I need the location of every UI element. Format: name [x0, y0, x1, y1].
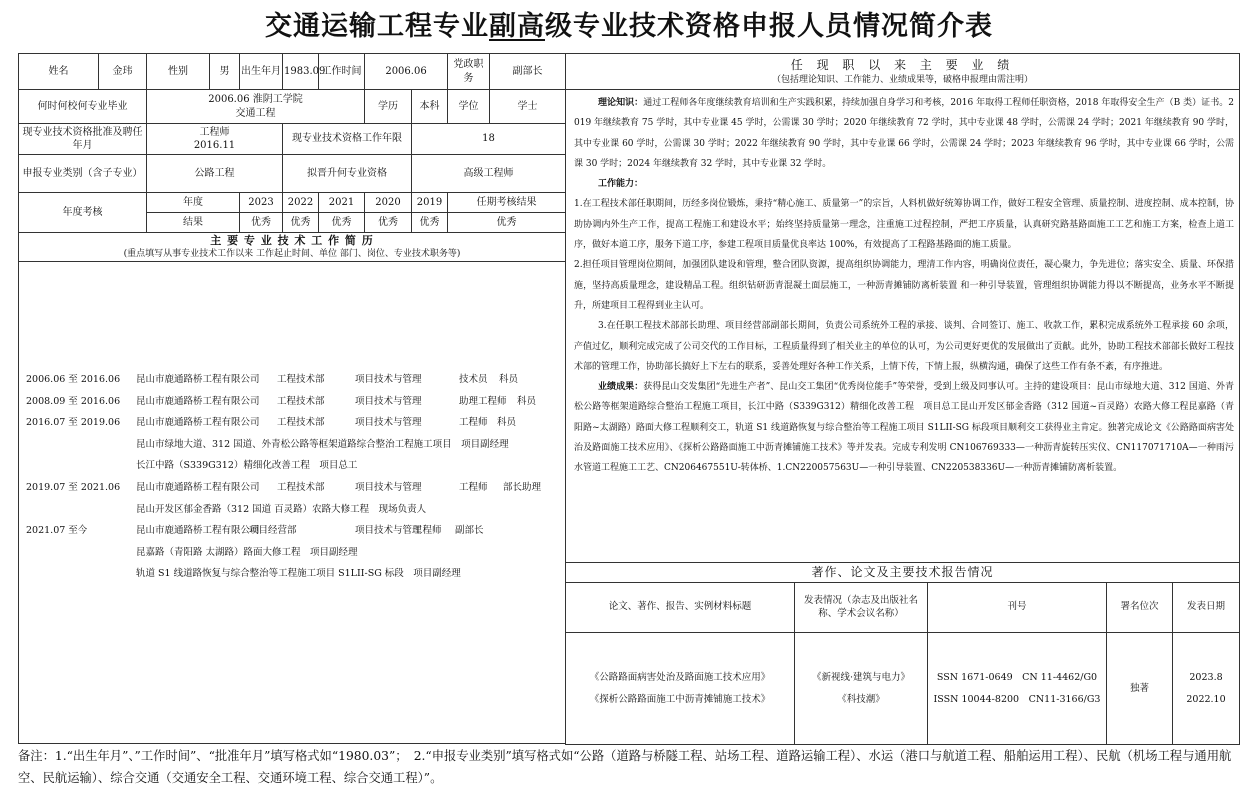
party-label: 党政职务 [448, 54, 490, 90]
tenure-label: 任期考核结果 [448, 193, 566, 213]
history-row [19, 456, 565, 478]
ability-heading [574, 174, 1234, 194]
history-header [19, 233, 566, 262]
history-row [19, 413, 565, 435]
history-role: 副部长 [455, 525, 484, 537]
apply-label: 申报专业类别（含子专业） [19, 155, 147, 193]
history-row [19, 370, 565, 392]
curq-value [147, 124, 283, 155]
theory-label: 理论知识： [598, 98, 644, 108]
assess-year: 2019 [412, 193, 448, 213]
assess-year: 2021 [319, 193, 365, 213]
pub-issn: ISSN 10044-8200 CN11-3166/G3 [933, 693, 1101, 705]
publications-title: 著作、论文及主要技术报告情况 [566, 563, 1240, 583]
history-body [19, 262, 566, 744]
summary-subtitle: （包括理论知识、工作能力、业绩成果等，破格申报理由需注明） [772, 74, 1034, 85]
col-title: 论文、著作、报告、实例材料标题 [566, 583, 795, 633]
history-row [19, 564, 565, 586]
history-job: 项目技术与管理 [355, 374, 422, 385]
pub-rank: 独著 [1107, 633, 1173, 745]
curq-date: 2016.11 [193, 140, 236, 151]
pub-date: 2022.10 [1186, 693, 1226, 705]
history-org: 昆山市鹿通路桥工程有限公司 [136, 417, 260, 429]
col-date: 发表日期 [1173, 583, 1240, 633]
birth-value: 1983.09 [283, 54, 319, 90]
history-job: 项目技术与管理 [355, 481, 422, 493]
pub-date: 2023.8 [1189, 671, 1223, 683]
col-venue: 发表情况（杂志及出版社名称、学术会议名称） [795, 583, 928, 633]
assess-result: 优秀 [240, 213, 283, 233]
theory-text: 通过工程师各年度继续教育培训和生产实践积累，持续加强自身学习和考核，2016 年取得工程师任职资格，2018 年取得安全生产（B 类）证书。2019 年继续教育 75 学时，其中专业课 45 学时，公需课 30 学时；2020 年继续教育 72 学时，其中专业课 48 学时，公需课 24 学时；2021 年继续教育 90 学时，其中专业课 60 学时，公需课 30 学时；2022 年继续教育 90 学时，其中专业课 66 学时，公需课 24 学时；2023 年继续教育 96 学时，其中专业课 66 学时，公需课 30 学时；2024 年继续教育 32 学时，其中专业课 32 学时。 [574, 98, 1235, 169]
basic-info-table [18, 53, 566, 744]
history-title-rank: 助理工程师 [459, 395, 507, 407]
history-dept: 工程技术部 [277, 395, 325, 407]
pub-title: 《探析公路路面施工中沥青摊铺施工技术》 [589, 693, 771, 705]
tenure-value: 优秀 [448, 213, 566, 233]
target-value: 高级工程师 [412, 155, 566, 193]
grad-school: 2006.06 淮阴工学院 [208, 94, 303, 105]
col-rank: 署名位次 [1107, 583, 1173, 633]
work-value: 2006.06 [365, 54, 448, 90]
history-role: 部长助理 [503, 481, 542, 493]
history-period: 2016.07 至 2019.06 [26, 417, 121, 429]
history-row [19, 521, 565, 543]
assess-result: 优秀 [319, 213, 365, 233]
assess-year: 2020 [365, 193, 412, 213]
history-row [19, 478, 565, 500]
curq-title: 工程师 [199, 126, 230, 138]
title-level: 副高 [489, 11, 545, 42]
history-title-rank: 工程师 [459, 417, 488, 429]
gender-value: 男 [210, 54, 240, 90]
history-project: 轨道 S1 线道路恢复与综合整治等工程施工项目 S1LII-SG 标段 项目副经理 [136, 568, 461, 580]
history-title: 主 要 专 业 技 术 工 作 简 历 [210, 233, 374, 247]
assess-result: 优秀 [283, 213, 319, 233]
assess-result-label: 结果 [147, 213, 240, 233]
history-row [19, 435, 565, 457]
history-role: 科员 [517, 395, 537, 407]
history-row [19, 543, 565, 565]
title-prefix: 交通运输工程专业 [265, 11, 489, 42]
party-value: 副部长 [490, 54, 566, 90]
edu-value: 本科 [412, 90, 448, 124]
page-title [0, 4, 1258, 43]
summary-body [566, 90, 1240, 563]
years-label: 现专业技术资格工作年限 [283, 124, 412, 155]
col-issn: 刊号 [928, 583, 1107, 633]
ability-item-1: 1.在工程技术部任职期间，历经多岗位锻炼，秉持“精心施工、质量第一”的宗旨，人料机做好统筹协调工作，做好工程安全管理、质量控制、进度控制、成本控制，协助协调内外生产工作，提高工程施工和建设水平；始终坚持质量第一理念，注重施工过程控制，严把工序质量，认真研究路基路面施工工艺和施工方案，检查上道工序，做好本道工序，服务下道工序，参建工程项目质量优良率达 100%，有效提高了工程路基路面的施工质量。 [574, 199, 1235, 251]
summary-table [565, 53, 1240, 745]
history-org: 昆山市鹿通路桥工程有限公司 [136, 525, 260, 537]
history-dept: 工程技术部 [277, 481, 325, 493]
target-label: 拟晋升何专业资格 [283, 155, 412, 193]
assess-year-label: 年度 [147, 193, 240, 213]
birth-label: 出生年月 [240, 54, 283, 90]
pub-dates [1173, 633, 1240, 745]
history-subtitle: (重点填写从事专业技术工作以来 工作起止时间、单位 部门、岗位、专业技术职务等) [123, 249, 461, 260]
degree-value: 学士 [490, 90, 566, 124]
history-period: 2008.09 至 2016.06 [26, 395, 121, 407]
name-label: 姓名 [19, 54, 99, 90]
results-text: 获得昆山交发集团“先进生产者”、昆山交工集团“优秀岗位能手”等荣誉，受到上级及同事认可。主持的建设项目：昆山市绿地大道、312 国道、外青松公路等框架道路综合整治工程施工项目，长江中路（S339G312）精细化改善工程 项目总工昆山开发区郁金香路（312 国道~百灵路）农路大修工程昆嘉路（青阳路~太湖路）路面大修工程顺利交工，轨道 S1 线道路恢复与综合整治等工程施工项目 S1LII-SG 标段项目顺利交工获得业主肯定。独著完成论文《公路路面病害处治及路面施工技术应用》、《探析公路路面施工中沥青摊铺施工技术》等并发表。完成专利发明 CN106769333—一种沥青旋转压实仪、CN117071710A—一种雨污水管道工程施工工艺、CN206467551U-转体桥、1.CN220057563U—一种引导装置、CN220538336U—一种沥青摊铺防离析装置。 [574, 382, 1235, 474]
summary-header [566, 54, 1240, 90]
history-job: 项目技术与管理 [355, 395, 422, 407]
grad-major: 交通工程 [235, 107, 276, 119]
title-suffix: 级专业技术资格申报人员情况简介表 [545, 11, 993, 42]
history-role: 科员 [499, 374, 519, 385]
pub-venue: 《新视线·建筑与电力》 [811, 671, 911, 683]
pub-issn: SSN 1671-0649 CN 11-4462/G0 [936, 671, 1098, 683]
results-label: 业绩成果： [598, 382, 644, 393]
history-role: 科员 [497, 417, 517, 429]
history-title-rank: 工程师 [413, 525, 442, 537]
history-org: 昆山市鹿通路桥工程有限公司 [136, 481, 260, 493]
work-label: 工作时间 [319, 54, 365, 90]
assess-year: 2023 [240, 193, 283, 213]
ability-label: 工作能力： [598, 179, 644, 190]
pub-title: 《公路路面病害处治及路面施工技术应用》 [589, 671, 771, 683]
history-period: 2019.07 至 2021.06 [26, 481, 121, 493]
history-title-rank: 技术员 [459, 374, 488, 385]
history-org: 昆山市鹿通路桥工程有限公司 [136, 374, 260, 385]
pub-issns [928, 633, 1107, 745]
pub-venue: 《科技潮》 [837, 693, 885, 705]
apply-value: 公路工程 [147, 155, 283, 193]
summary-title: 任 现 职 以 来 主 要 业 绩 [790, 58, 1015, 73]
years-value: 18 [412, 124, 566, 155]
history-period: 2006.06 至 2016.06 [26, 374, 121, 385]
curq-label: 现专业技术资格批准及聘任年月 [19, 124, 147, 155]
results-paragraph [574, 377, 1234, 478]
gender-label: 性别 [147, 54, 210, 90]
history-project: 昆嘉路（青阳路 太湖路）路面大修工程 项目副经理 [136, 546, 358, 558]
assess-year: 2022 [283, 193, 319, 213]
name-value: 金玮 [99, 54, 147, 90]
assess-result: 优秀 [412, 213, 448, 233]
footnote: 备注：1.“出生年月”、”工作时间”、“批准年月”填写格式如“1980.03”； 2.“申报专业类别”填写格式如“公路（道路与桥隧工程、站场工程、道路运输工程）、水运（港口与航道工程、船舶运用工程）、民航（机场工程与通用航空、民航运输）、综合交通（交通安全工程、交通环境工程、综合交通工程）”。 [18, 749, 1232, 785]
history-period: 2021.07 至今 [26, 525, 88, 537]
history-project: 昆山市绿地大道、312 国道、外青松公路等框架道路综合整治工程施工项目 项目副经理 [136, 438, 509, 450]
history-job: 项目技术与管理 [355, 417, 422, 429]
history-project: 长江中路（S339G312）精细化改善工程 项目总工 [136, 460, 358, 472]
history-org: 昆山市鹿通路桥工程有限公司 [136, 395, 260, 407]
history-dept: 工程技术部 [277, 417, 325, 429]
pub-titles [566, 633, 795, 745]
history-title-rank: 工程师 [459, 481, 488, 493]
grad-label: 何时何校何专业毕业 [19, 90, 147, 124]
assess-label: 年度考核 [19, 193, 147, 233]
theory-paragraph [574, 93, 1234, 174]
ability-item-3: 3.在任职工程技术部部长助理、项目经营部副部长期间，负责公司系统外工程的承接、谈判、合同签订、施工、收款工作，累积完成系统外工程承接 60 余项，产值过亿，顺利完成完成了公司交代的工作目标，工程质量得到了相关业主的单位的认可，为公司更好更优的发展做出了贡献。此外，协助工程技术部部长做好工程技术部的管理工作，协助部长搞好上下左右的联系，妥善处理好各种工作关系，上情下传，下情上报，纵横沟通，确保了这些工作有条不紊，有序推进。 [574, 321, 1235, 372]
history-job: 项目技术与管理 [355, 525, 422, 537]
degree-label: 学位 [448, 90, 490, 124]
history-row [19, 500, 565, 522]
pub-venues [795, 633, 928, 745]
history-project: 昆山开发区郁金香路（312 国道 百灵路）农路大修工程 现场负责人 [136, 503, 427, 515]
ability-item-2: 2.担任项目管理岗位期间，加强团队建设和管理，整合团队资源，提高组织协调能力，理清工作内容，明确岗位责任，凝心聚力，争先进位；落实安全、质量、环保措施，坚持高质量理念，建设精品工程。组织钻研沥青混凝土面层施工，一种沥青摊铺防离析装置 和一种引导装置，管理组织协调能力得以不断提高，业务水平不断提升，所建项目工程得到业主认可。 [574, 260, 1235, 311]
grad-value [147, 90, 365, 124]
edu-label: 学历 [365, 90, 412, 124]
history-row [19, 392, 565, 414]
history-dept: 工程技术部 [277, 374, 325, 385]
assess-result: 优秀 [365, 213, 412, 233]
history-dept: 项目经营部 [249, 525, 297, 537]
